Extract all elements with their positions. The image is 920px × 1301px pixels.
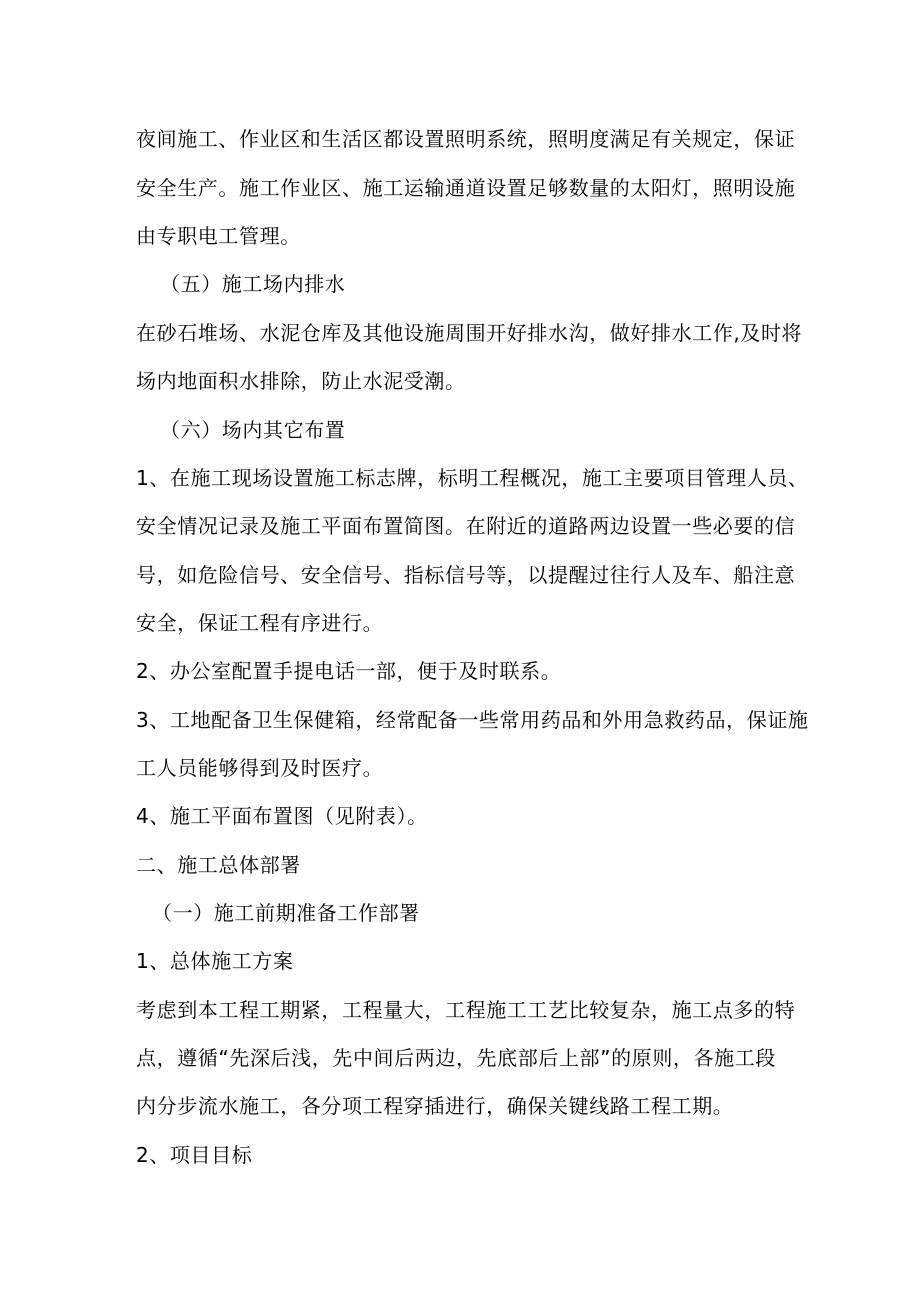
paragraph-line: 工人员能够得到及时医疗。 (136, 756, 384, 780)
section-heading: （一）施工前期准备工作部署 (152, 901, 420, 925)
paragraph-line: 号，如危险信号、安全信号、指标信号等，以提醒过往行人及车、船注意 (136, 563, 796, 587)
section-heading: （五）施工场内排水 (160, 272, 346, 296)
list-item-line: 1、总体施工方案 (136, 949, 294, 973)
paragraph-line: 考虑到本工程工期紧，工程量大，工程施工工艺比较复杂，施工点多的特 (136, 998, 796, 1022)
section-heading: 二、施工总体部署 (136, 853, 301, 877)
paragraph-line: 夜间施工、作业区和生活区都设置照明系统，照明度满足有关规定，保证 (136, 127, 796, 151)
paragraph-line: 安全，保证工程有序进行。 (136, 611, 384, 635)
paragraph-line: 内分步流水施工，各分项工程穿插进行，确保关键线路工程工期。 (136, 1094, 734, 1118)
paragraph-line: 点，遵循“先深后浅，先中间后两边，先底部后上部”的原则，各施工段 (136, 1046, 776, 1070)
paragraph-line: 由专职电工管理。 (136, 224, 301, 248)
list-item-line: 4、施工平面布置图（见附表）。 (136, 804, 428, 828)
paragraph-line: 安全生产。施工作业区、施工运输通道设置足够数量的太阳灯，照明设施 (136, 176, 796, 200)
paragraph-line: 场内地面积水排除，防止水泥受潮。 (136, 369, 466, 393)
list-item-line: 1、在施工现场设置施工标志牌，标明工程概况，施工主要项目管理人员、 (136, 466, 809, 490)
paragraph-line: 安全情况记录及施工平面布置简图。在附近的道路两边设置一些必要的信 (136, 514, 796, 538)
list-item-line: 3、工地配备卫生保健箱，经常配备一些常用药品和外用急救药品，保证施 (136, 708, 809, 732)
list-item-line: 2、项目目标 (136, 1143, 253, 1167)
section-heading: （六）场内其它布置 (160, 418, 346, 442)
paragraph-line: 在砂石堆场、水泥仓库及其他设施周围开好排水沟，做好排水工作,及时将 (136, 321, 803, 345)
list-item-line: 2、办公室配置手提电话一部，便于及时联系。 (136, 659, 562, 683)
